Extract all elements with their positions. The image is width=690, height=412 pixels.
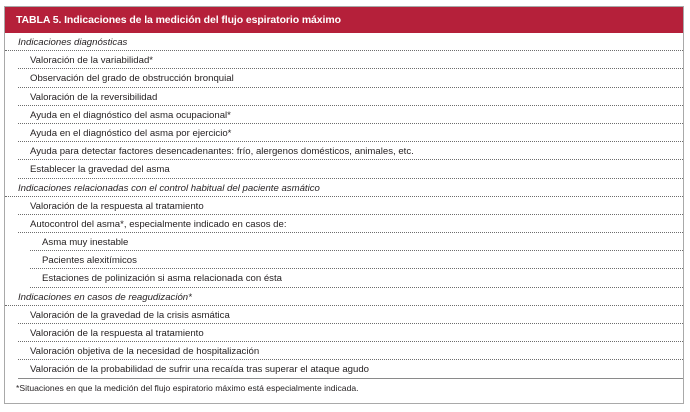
- section-heading-exacerbation: Indicaciones en casos de reagudización*: [5, 288, 683, 306]
- table-row: Valoración de la reversibilidad: [18, 88, 683, 106]
- table-row: Valoración de la gravedad de la crisis asmática: [18, 306, 683, 324]
- table-row: Valoración de la probabilidad de sufrir una recaída tras superar el ataque agudo: [18, 360, 683, 378]
- section-heading-diagnostic: Indicaciones diagnósticas: [5, 33, 683, 51]
- table-row: Autocontrol del asma*, especialmente indicado en casos de:: [18, 215, 683, 233]
- table-row: Valoración de la respuesta al tratamiento: [18, 197, 683, 215]
- table-row: Establecer la gravedad del asma: [18, 160, 683, 178]
- table-row: Valoración objetiva de la necesidad de hospitalización: [18, 342, 683, 360]
- section-heading-control: Indicaciones relacionadas con el control habitual del paciente asmático: [5, 179, 683, 197]
- table-row: Observación del grado de obstrucción bronquial: [18, 69, 683, 87]
- table-body: [5, 33, 683, 379]
- table-row: Valoración de la variabilidad*: [18, 51, 683, 69]
- table-title: TABLA 5. Indicaciones de la medición del flujo espiratorio máximo: [5, 7, 683, 33]
- indications-table: [4, 6, 684, 404]
- table-row: Ayuda para detectar factores desencadenantes: frío, alergenos domésticos, animales, etc.: [18, 142, 683, 160]
- table-subrow: Pacientes alexitímicos: [30, 251, 683, 269]
- table-row: Ayuda en el diagnóstico del asma por ejercicio*: [18, 124, 683, 142]
- table-row: Valoración de la respuesta al tratamiento: [18, 324, 683, 342]
- table-subrow: Estaciones de polinización si asma relacionada con ésta: [30, 269, 683, 287]
- table-subrow: Asma muy inestable: [30, 233, 683, 251]
- footnote: *Situaciones en que la medición del flujo espiratorio máximo está especialmente indicada.: [16, 382, 359, 393]
- table-row: Ayuda en el diagnóstico del asma ocupacional*: [18, 106, 683, 124]
